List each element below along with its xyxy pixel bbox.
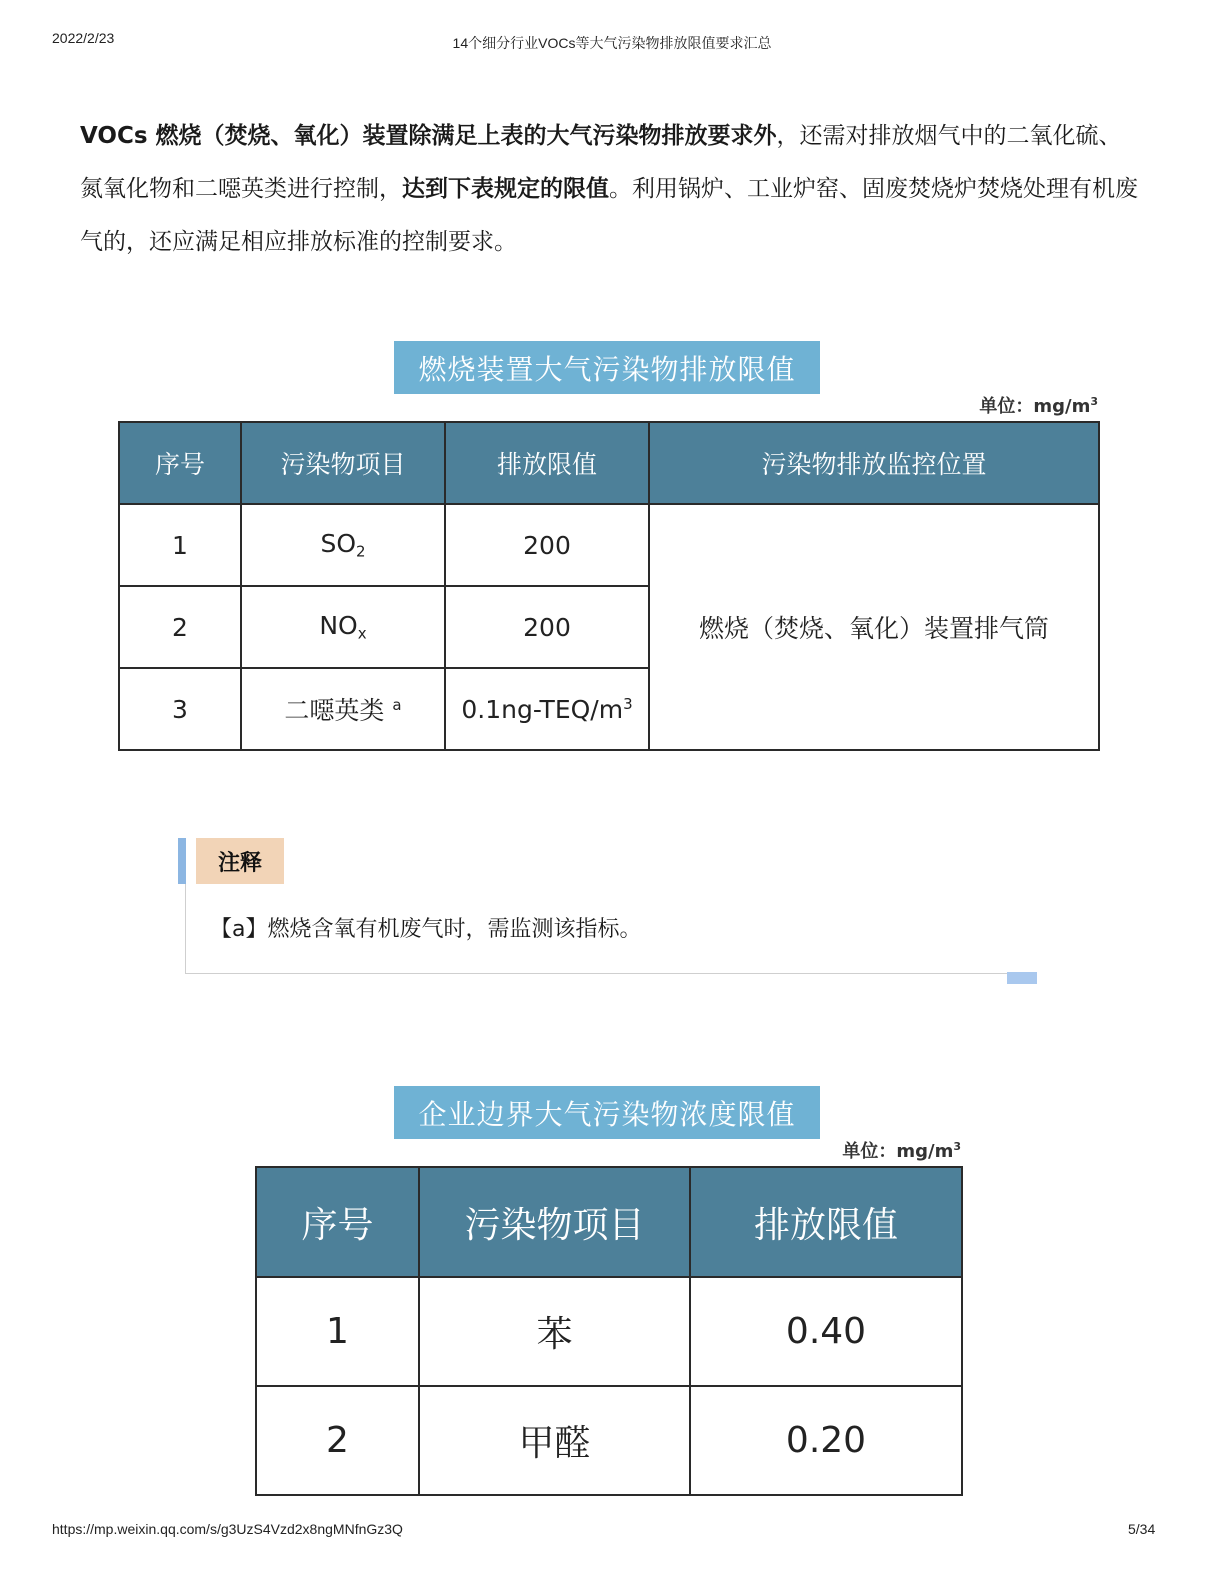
header-limit: 排放限值 — [445, 422, 649, 504]
note-corner-accent — [1007, 972, 1037, 984]
header-pollutant: 污染物项目 — [241, 422, 445, 504]
table-header-row — [256, 1167, 962, 1277]
header-pollutant: 污染物项目 — [419, 1167, 690, 1277]
pollutant-name: 二噁英类 — [284, 696, 393, 725]
table-row — [119, 504, 1099, 586]
note-accent-bar — [178, 838, 186, 884]
note-text: 【a】燃烧含氧有机废气时，需监测该指标。 — [210, 917, 642, 942]
pollutant-footnote-mark: a — [392, 696, 402, 714]
print-url: https://mp.weixin.qq.com/s/g3UzS4Vzd2x8ngMNfnGz3Q — [52, 1521, 403, 1537]
table-header-row — [119, 422, 1099, 504]
table1-unit-sup: 3 — [1090, 395, 1098, 408]
row-limit — [445, 668, 649, 750]
print-title: 14个细分行业VOCs等大气污染物排放限值要求汇总 — [452, 35, 772, 51]
row-pollutant: 苯 — [419, 1277, 690, 1386]
monitor-location: 燃烧（焚烧、氧化）装置排气筒 — [649, 504, 1099, 750]
pollutant-subscript: 2 — [356, 542, 366, 561]
row-no: 2 — [256, 1386, 419, 1495]
intro-text-1: ，还需对排放烟气中的二氧化硫、氮氧化物和二噁英类进行控制， — [80, 123, 1122, 202]
header-no: 序号 — [256, 1167, 419, 1277]
table-row — [256, 1277, 962, 1386]
intro-text-2: 。利用锅炉、工业炉窑、固废焚烧炉焚烧处理有机废气的，还应满足相应排放标准的控制要求。 — [80, 176, 1138, 255]
row-pollutant — [241, 504, 445, 586]
header-location: 污染物排放监控位置 — [649, 422, 1099, 504]
intro-bold-1: VOCs 燃烧（焚烧、氧化）装置除满足上表的大气污染物排放要求外 — [80, 123, 777, 149]
note-left-border — [185, 884, 186, 974]
row-pollutant — [241, 586, 445, 668]
pollutant-subscript: x — [357, 624, 367, 643]
row-no: 2 — [119, 586, 241, 668]
row-no: 3 — [119, 668, 241, 750]
limit-value: 0.1ng-TEQ/m — [461, 694, 624, 724]
intro-bold-2: 达到下表规定的限值 — [402, 176, 609, 202]
row-limit: 200 — [445, 504, 649, 586]
table1-unit — [979, 392, 1098, 418]
row-limit: 200 — [445, 586, 649, 668]
header-no: 序号 — [119, 422, 241, 504]
header-limit: 排放限值 — [690, 1167, 962, 1277]
note-tag — [196, 838, 284, 884]
table2-title: 企业边界大气污染物浓度限值 — [418, 1097, 796, 1131]
print-date: 2022/2/23 — [52, 30, 115, 46]
pollutant-name: NO — [319, 611, 358, 641]
print-page-number: 5/34 — [1128, 1521, 1156, 1537]
table-row — [256, 1386, 962, 1495]
note-tag-label: 注释 — [217, 850, 262, 876]
note-bottom-border — [185, 973, 1007, 974]
table2-unit-sup: 3 — [953, 1140, 961, 1153]
row-no: 1 — [256, 1277, 419, 1386]
table2-unit — [842, 1137, 961, 1163]
table1-title: 燃烧装置大气污染物排放限值 — [418, 352, 796, 386]
row-pollutant — [241, 668, 445, 750]
row-no: 1 — [119, 504, 241, 586]
row-limit: 0.40 — [690, 1277, 962, 1386]
limit-superscript: 3 — [623, 694, 633, 713]
row-limit: 0.20 — [690, 1386, 962, 1495]
table2-title-banner — [394, 1086, 820, 1139]
pollutant-name: SO — [320, 529, 356, 559]
intro-paragraph — [80, 110, 1144, 269]
boundary-limits-table — [255, 1166, 963, 1496]
table1-unit-label: 单位：mg/m — [979, 396, 1091, 417]
row-pollutant: 甲醛 — [419, 1386, 690, 1495]
table1-title-banner — [394, 341, 820, 394]
combustion-limits-table — [118, 421, 1100, 751]
table2-unit-label: 单位：mg/m — [842, 1141, 954, 1162]
